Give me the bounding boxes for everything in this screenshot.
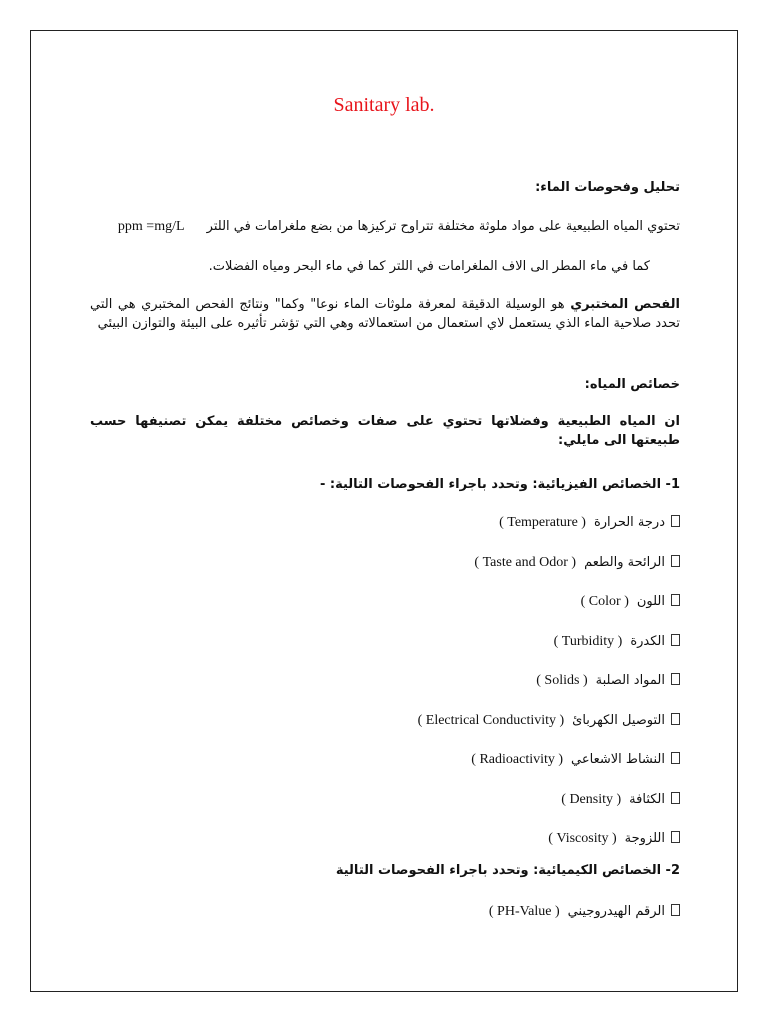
physical-test-item-arabic: التوصيل الكهربائ	[572, 712, 665, 728]
physical-test-item	[90, 592, 680, 611]
physical-test-item-arabic: اللزوجة	[624, 831, 665, 846]
chemical-test-item-english: ( PH-Value )	[488, 904, 560, 919]
bullet-box-icon	[671, 831, 680, 843]
paragraph-pollutants-text: تحتوي المياه الطبيعية على مواد ملوثة مختلفة تتراوح تركيزها من بضع ملغرامات في اللتر	[206, 219, 680, 234]
physical-test-item	[90, 711, 680, 730]
bullet-box-icon	[671, 515, 680, 527]
heading-water-properties: خصائص المياه:	[584, 377, 680, 392]
physical-test-item-english: ( Turbidity )	[553, 633, 623, 649]
physical-test-item-english: ( Viscosity )	[548, 831, 617, 846]
physical-test-item-arabic: الكدرة	[630, 633, 665, 649]
physical-test-item-arabic: النشاط الاشعاعي	[571, 752, 665, 767]
bullet-box-icon	[671, 594, 680, 606]
bullet-box-icon	[671, 904, 680, 916]
physical-test-item-english: ( Temperature )	[499, 515, 586, 530]
section-chemical: 2- الخصائص الكيميائية: وتحدد باجراء الفحوصات التالية	[335, 863, 680, 878]
physical-test-item-english: ( Color )	[580, 594, 629, 609]
heading-water-analysis: تحليل وفحوصات الماء:	[535, 180, 680, 195]
physical-test-item	[90, 829, 680, 848]
physical-test-item-english: ( Taste and Odor )	[474, 554, 577, 570]
physical-test-item-arabic: الكثافة	[629, 791, 665, 807]
units-ppm: ppm =mg/L	[117, 219, 185, 234]
physical-test-item-arabic: الرائحة والطعم	[584, 554, 665, 570]
bullet-box-icon	[671, 713, 680, 725]
physical-test-item-arabic: درجة الحرارة	[593, 515, 665, 530]
physical-test-item	[90, 513, 680, 532]
lab-test-term: الفحص المختبري	[570, 297, 680, 312]
bullet-box-icon	[671, 673, 680, 685]
section-physical: 1- الخصائص الفيزيائية: وتحدد باجراء الفحوصات التالية: -	[319, 477, 680, 492]
document-title: Sanitary lab.	[333, 94, 435, 116]
physical-test-item-english: ( Radioactivity )	[471, 752, 564, 767]
paragraph-lab-test	[90, 295, 680, 333]
physical-test-item-english: ( Electrical Conductivity )	[417, 712, 565, 728]
paragraph-rain-sea: كما في ماء المطر الى الاف الملغرامات في اللتر كما في ماء البحر ومياه الفضلات.	[208, 259, 650, 274]
chemical-test-item	[90, 902, 680, 921]
bullet-box-icon	[671, 555, 680, 567]
paragraph-properties-intro: ان المياه الطبيعية وفضلاتها تحتوي على صفات وخصائص مختلفة يمكن تصنيفها حسب طبيعتها الى مايلي:	[90, 414, 680, 448]
chemical-test-item-arabic: الرقم الهيدروجيني	[567, 904, 665, 919]
physical-test-item	[90, 790, 680, 809]
physical-test-item	[90, 671, 680, 690]
physical-test-item	[90, 553, 680, 572]
physical-test-item	[90, 632, 680, 651]
paragraph-pollutants	[90, 217, 680, 236]
physical-test-item-english: ( Density )	[561, 791, 622, 807]
lab-test-text: هو الوسيلة الدقيقة لمعرفة ملوثات الماء نوعا" وكما" ونتائج الفحص المختبري هي التي تحدد صلاحية الماء الذي يستعمل لاي استعمال من استعمالاته وهي التي تؤشر تأثيره على البيئة والتوازن البيئي	[90, 297, 680, 331]
physical-test-item-arabic: اللون	[636, 594, 665, 609]
physical-test-item	[90, 750, 680, 769]
bullet-box-icon	[671, 792, 680, 804]
physical-test-item-arabic: المواد الصلبة	[595, 673, 665, 688]
bullet-box-icon	[671, 752, 680, 764]
bullet-box-icon	[671, 634, 680, 646]
physical-test-item-english: ( Solids )	[536, 673, 588, 688]
